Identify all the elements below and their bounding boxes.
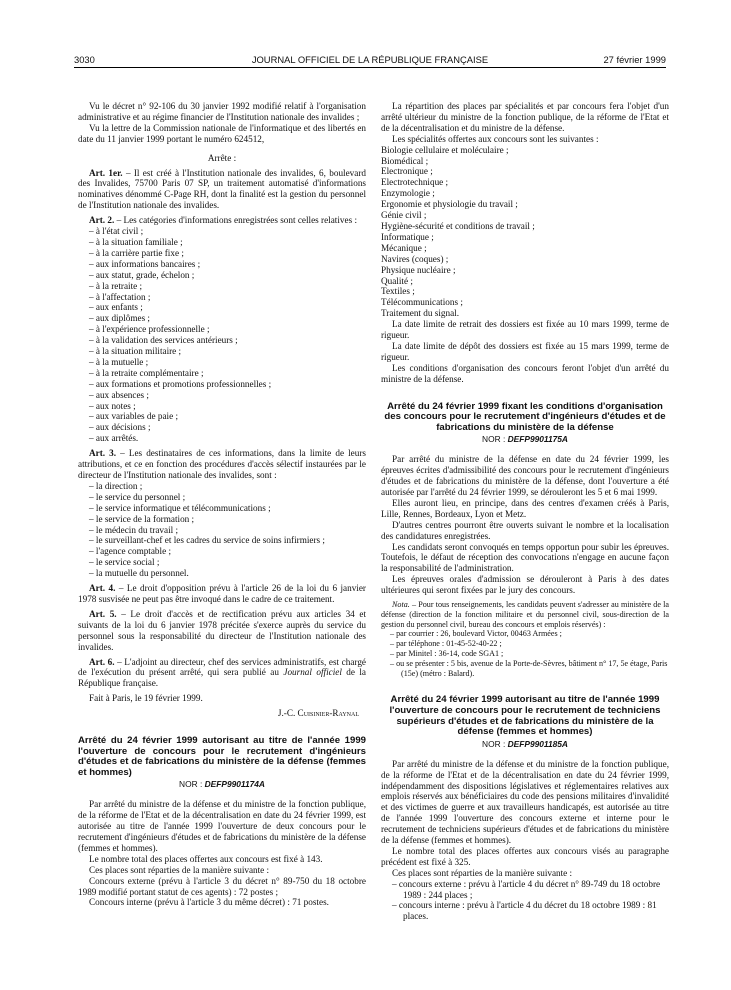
- nor-reference: [381, 434, 669, 445]
- contact-list: [381, 629, 669, 678]
- signature: J.-C. Cuisinier-Raynal: [277, 708, 359, 719]
- list-item: – à l'état civil ;: [78, 226, 366, 237]
- nota-label: Nota.: [392, 600, 410, 610]
- paragraph: Les épreuves orales d'admission se dérouleront à Paris à des dates ultérieures qui seront fixées par le jury des concours.: [381, 574, 669, 596]
- specialty-list: [381, 145, 669, 320]
- list-item: Qualité ;: [381, 275, 413, 286]
- list-item: Génie civil ;: [381, 210, 427, 221]
- nor-label: NOR :: [482, 434, 508, 445]
- paragraph: La date limite de dépôt des dossiers est fixée au 15 mars 1999, terme de rigueur.: [381, 340, 669, 362]
- article-text: – Il est créé à l'Institution nationale des invalides, 6, boulevard des Invalides, 75700 Paris 07 SP, un traitement automatisé d'informations nominatives dénommé C-Page RH, dont la finalité est la gestion du personnel de l'Institution nationale des invalides.: [78, 167, 366, 211]
- places-list: [381, 879, 669, 923]
- article-text: – L'adjoint au directeur, chef des services administratifs, est chargé de l'exécution du présent arrêté, qui sera publié au: [78, 656, 366, 678]
- list-item: – le service de la formation ;: [78, 514, 366, 525]
- list-item: – concours externe : prévu à l'article 4 du décret n° 89-749 du 18 octobre 1989 : 244 places ;: [381, 879, 669, 901]
- paragraph: Par arrêté du ministre de la défense et du ministre de la fonction publique, de la réforme de l'Etat et de la décentralisation en date du 24 février 1999, est autorisée au titre de l'année 1999 l'ouverture de deux concours pour le recrutement d'ingénieurs d'études et de fabrications du ministère de la défense (femmes et hommes).: [78, 799, 366, 853]
- article-text: – Les destinataires de ces informations, dans la limite de leurs attributions, et ce en fonction des procédures d'accès sélectif instaurées par le directeur de l'Institution nationale des invalides, sont :: [78, 448, 366, 480]
- list-item: – à la retraite complémentaire ;: [78, 368, 366, 379]
- nor-code: DEFP9901185A: [507, 738, 568, 749]
- list-item: – l'agence comptable ;: [78, 546, 366, 557]
- list-item: Electronique ;: [381, 166, 433, 177]
- paragraph: Les conditions d'organisation des concours feront l'objet d'un arrêté du ministre de la défense.: [381, 362, 669, 384]
- arrete-label: Arrête :: [207, 152, 237, 163]
- article-text: – Le droit d'accès et de rectification prévu aux articles 34 et suivants de la loi du 6 janvier 1978 précitée s'exerce auprès du service du personnel sous la responsabilité du directeur de l'Institution nationale des invalides.: [78, 608, 367, 652]
- paragraph: Ces places sont réparties de la manière suivante :: [89, 864, 270, 875]
- section-title: Arrêté du 24 février 1999 autorisant au titre de l'année 1999 l'ouverture de concours pour le recrutement de techniciens supérieurs d'études et de fabrications du ministère de la défense (femmes et hommes): [389, 694, 661, 738]
- signing-place-date: Fait à Paris, le 19 février 1999.: [89, 693, 203, 704]
- list-item: – concours interne : prévu à l'article 4 du décret du 18 octobre 1989 : 81 places.: [381, 900, 669, 922]
- list-item: Mécanique ;: [381, 242, 427, 253]
- issue-date: 27 février 1999: [603, 54, 666, 65]
- nor-label: NOR :: [179, 779, 205, 790]
- paragraph: Ces places sont réparties de la manière suivante :: [392, 867, 573, 878]
- section-title: Arrêté du 24 février 1999 fixant les conditions d'organisation des concours pour le recrutement d'ingénieurs d'études et de fabrications du ministère de la défense: [384, 400, 666, 433]
- page-number: 3030: [74, 54, 95, 65]
- list-item: – à l'affectation ;: [78, 292, 366, 303]
- paragraph: Par arrêté du ministre de la défense et du ministre de la fonction publique, de la réforme de l'Etat et de la décentralisation en date du 24 février 1999, indépendamment des dispositions législatives et réglementaires relatives aux emplois réservés aux bénéficiaires du code des pensions militaires d'invalidité et des victimes de guerre et aux travailleurs handicapés, est autorisée au titre de l'année 1999 l'ouverture des concours externe et interne pour le recrutement de techniciens supérieurs d'études et de fabrications du ministère de la défense (femmes et hommes).: [381, 758, 669, 846]
- paragraph: Les candidats seront convoqués en temps opportun pour subir les épreuves. Toutefois, le défaut de réception des convocations n'engage en aucune façon la responsabilité de l'administration.: [381, 541, 669, 574]
- page-header: [74, 54, 666, 68]
- list-item: – aux absences ;: [78, 390, 366, 401]
- list-item: Télécommunications ;: [381, 297, 463, 308]
- list-item: – le service du personnel ;: [78, 492, 366, 503]
- list-item: Navires (coques) ;: [381, 253, 449, 264]
- list-item: – aux variables de paie ;: [78, 411, 366, 422]
- list-item: – à la situation familiale ;: [78, 237, 366, 248]
- list-item: Biomédical ;: [381, 155, 429, 166]
- list-item: – le médecin du travail ;: [78, 525, 366, 536]
- list-item: Ergonomie et physiologie du travail ;: [381, 199, 518, 210]
- paragraph: Elles auront lieu, en principe, dans des centres d'examen créés à Paris, Lille, Rennes, Bordeaux, Lyon et Metz.: [381, 497, 669, 519]
- list-item: Traitement du signal.: [381, 308, 460, 319]
- paragraph: Le nombre total des places offertes aux concours est fixé à 143.: [89, 853, 323, 864]
- nor-reference: [78, 779, 366, 790]
- journal-name: Journal officiel: [283, 667, 342, 678]
- list-item: – aux diplômes ;: [78, 313, 366, 324]
- list-item: – aux enfants ;: [78, 302, 366, 313]
- list-item: Informatique ;: [381, 231, 434, 242]
- nor-reference: [381, 739, 669, 750]
- paragraph: Concours interne (prévu à l'article 3 du même décret) : 71 postes.: [89, 897, 329, 908]
- paragraph: Vu le décret n° 92-106 du 30 janvier 1992 modifié relatif à l'organisation administrative et au régime financier de l'Institution nationale des invalides ;: [78, 101, 366, 122]
- paragraph: La répartition des places par spécialités et par concours fera l'objet d'un arrêté ultérieur du ministre de la fonction publique, de la réforme de l'Etat et de la décentralisation et du ministre de la défense.: [381, 101, 669, 133]
- list-item: – par courrier : 26, boulevard Victor, 00463 Armées ;: [381, 629, 669, 639]
- list-item: – aux arrêtés.: [78, 433, 366, 444]
- list-item: Hygiène-sécurité et conditions de travail ;: [381, 220, 535, 231]
- list-item: – le surveillant-chef et les cadres du service de soins infirmiers ;: [78, 535, 366, 546]
- article-label: Art. 1er.: [89, 167, 123, 178]
- list-item: Textiles ;: [381, 286, 415, 297]
- paragraph: La date limite de retrait des dossiers est fixée au 10 mars 1999, terme de rigueur.: [381, 319, 669, 341]
- article-1: [78, 168, 366, 212]
- category-list: [78, 226, 366, 444]
- article-text: de la République française.: [78, 667, 367, 689]
- list-item: – la mutuelle du personnel.: [78, 568, 366, 579]
- list-item: Physique nucléaire ;: [381, 264, 456, 275]
- nota-text: – Pour tous renseignements, les candidats peuvent s'adresser au ministère de la défense (direction de la fonction militaire et du personnel civil, sous-direction de la gestion du personnel civil, bureau des concours et emplois réservés) :: [381, 600, 669, 629]
- list-item: Electrotechnique ;: [381, 177, 449, 188]
- list-item: – par Minitel : 36-14, code SGA1 ;: [381, 649, 669, 659]
- article-text: – Les catégories d'informations enregistrées sont celles relatives :: [114, 215, 358, 226]
- nor-label: NOR :: [482, 738, 508, 749]
- nota-note: [381, 600, 669, 629]
- header-rule: [74, 67, 666, 68]
- article-label: Art. 3.: [89, 448, 117, 459]
- nor-code: DEFP9901175A: [507, 434, 568, 445]
- list-item: – par téléphone : 01-45-52-40-22 ;: [381, 639, 669, 649]
- list-item: – à la mutuelle ;: [78, 357, 366, 368]
- paragraph: Par arrêté du ministre de la défense en date du 24 février 1999, les épreuves écrites d'admissibilité des concours pour le recrutement d'ingénieurs d'études et de fabrications du ministère de la défense, dont l'ouverture a été autorisée par l'arrêté du 24 février 1999, se dérouleront les 5 et 6 mai 1999.: [381, 454, 669, 497]
- article-3: [78, 448, 366, 481]
- article-label: Art. 4.: [89, 583, 116, 594]
- list-item: – aux décisions ;: [78, 422, 366, 433]
- paragraph: Le nombre total des places offertes aux concours visés au paragraphe précédent est fixé à 325.: [381, 845, 669, 867]
- list-item: – le service social ;: [78, 557, 366, 568]
- article-4: [78, 583, 366, 605]
- list-item: – à la retraite ;: [78, 281, 366, 292]
- article-label: Art. 2.: [89, 215, 115, 226]
- article-5: [78, 609, 366, 653]
- list-item: – à la situation militaire ;: [78, 346, 366, 357]
- list-item: Enzymologie ;: [381, 188, 435, 199]
- list-item: – ou se présenter : 5 bis, avenue de la Porte-de-Sèvres, bâtiment n° 17, 5e étage, Paris (15e) (métro : Balard).: [381, 659, 669, 679]
- paragraph: Concours externe (prévu à l'article 3 du décret n° 89-750 du 18 octobre 1989 modifié portant statut de ces agents) : 72 postes ;: [78, 875, 366, 897]
- list-item: – aux statut, grade, échelon ;: [78, 270, 366, 281]
- list-item: – aux informations bancaires ;: [78, 259, 366, 270]
- list-item: – aux notes ;: [78, 401, 366, 412]
- list-item: – la direction ;: [78, 481, 366, 492]
- paragraph: Les spécialités offertes aux concours sont les suivantes :: [392, 133, 599, 144]
- paragraph: Vu la lettre de la Commission nationale de l'informatique et des libertés en date du 11 janvier 1999 portant le numéro 624512,: [78, 122, 366, 144]
- list-item: – à l'expérience professionnelle ;: [78, 324, 366, 335]
- section-title: Arrêté du 24 février 1999 autorisant au titre de l'année 1999 l'ouverture de concours pour le recrutement d'ingénieurs d'études et de fabrications du ministère de la défense (femmes et hommes): [78, 735, 366, 778]
- list-item: – aux formations et promotions professionnelles ;: [78, 379, 366, 390]
- recipient-list: [78, 481, 366, 579]
- article-2: [78, 215, 366, 226]
- article-label: Art. 6.: [89, 656, 115, 667]
- paragraph: D'autres centres pourront être ouverts suivant le nombre et la localisation des candidatures enregistrées.: [381, 519, 669, 541]
- article-text: – Le droit d'opposition prévu à l'article 26 de la loi du 6 janvier 1978 susvisée ne peut pas être invoqué dans le cadre de ce traitement.: [78, 583, 366, 604]
- list-item: Biologie cellulaire et moléculaire ;: [381, 144, 509, 155]
- article-label: Art. 5.: [89, 608, 117, 619]
- right-column: [381, 101, 669, 922]
- left-column: [78, 101, 366, 908]
- article-6: [78, 657, 366, 690]
- journal-title: JOURNAL OFFICIEL DE LA RÉPUBLIQUE FRANÇAISE: [251, 54, 489, 65]
- list-item: – le service informatique et télécommunications ;: [78, 503, 366, 514]
- nor-code: DEFP9901174A: [204, 779, 265, 790]
- list-item: – à la carrière partie fixe ;: [78, 248, 366, 259]
- list-item: – à la validation des services antérieurs ;: [78, 335, 366, 346]
